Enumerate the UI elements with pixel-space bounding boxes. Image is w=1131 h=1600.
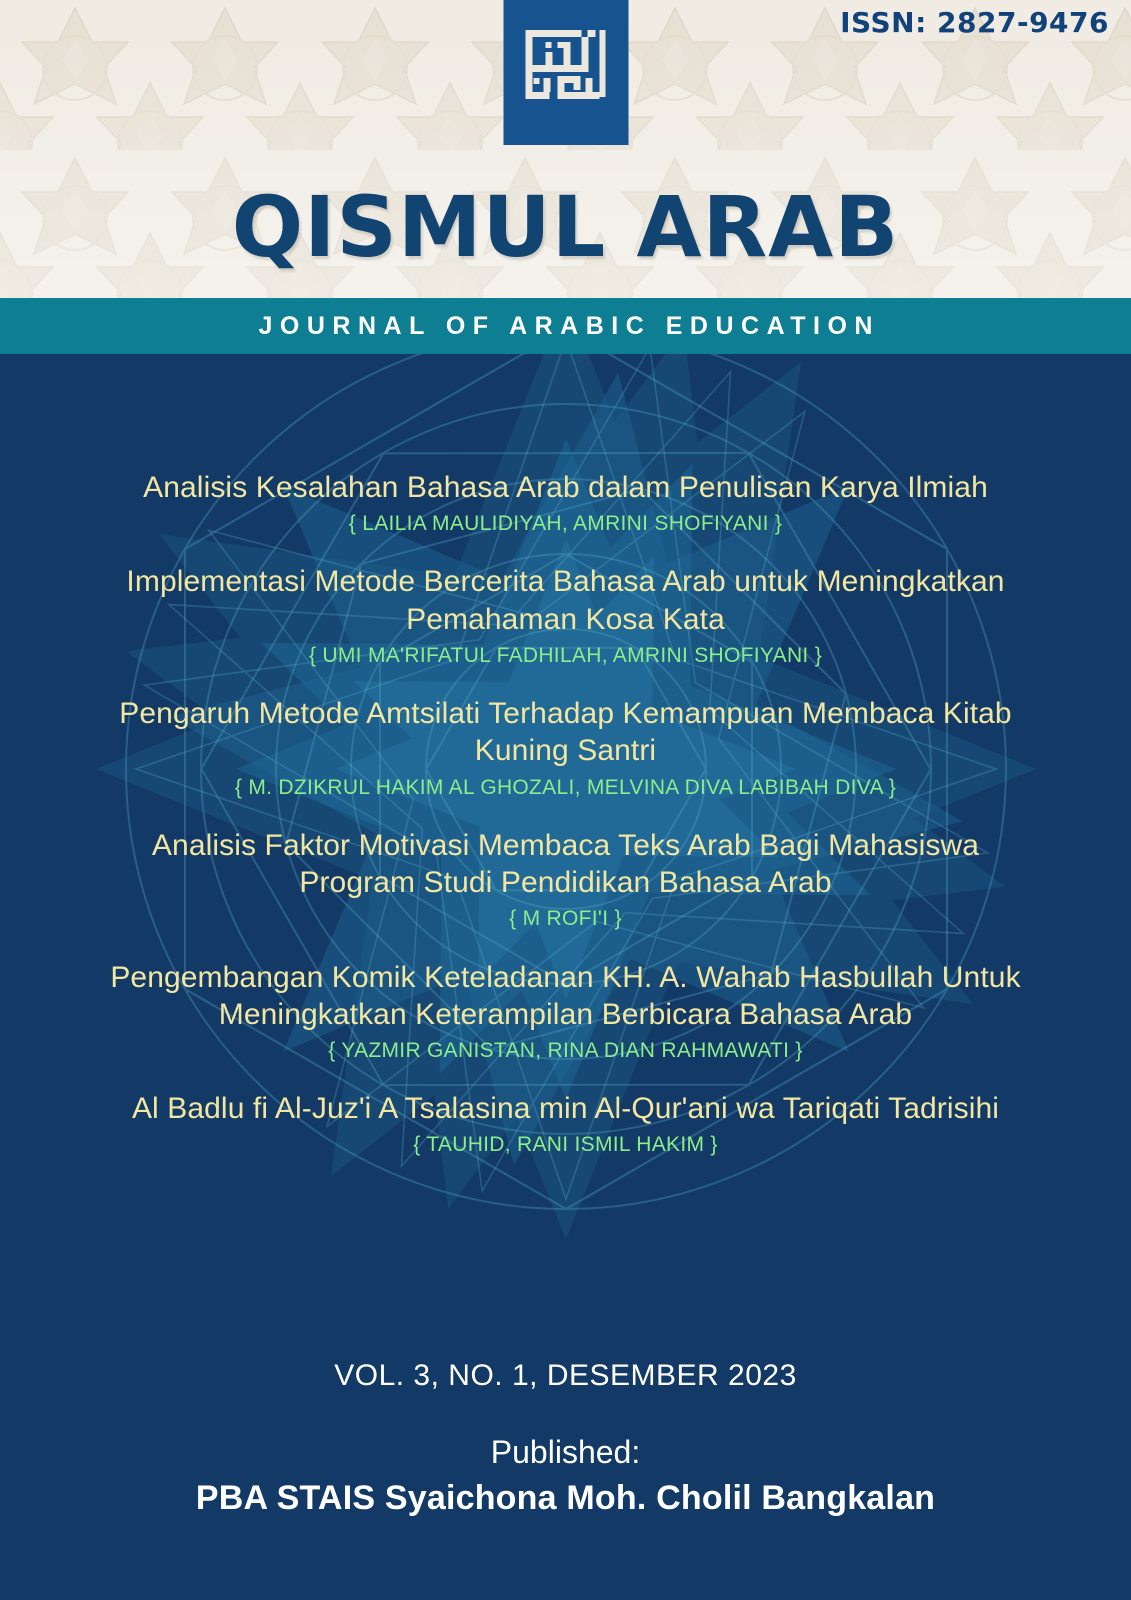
issn-label: ISSN: 2827-9476 [840,6,1109,39]
journal-logo [503,0,628,145]
article-authors: { M ROFI'I } [509,907,622,931]
article-title: Implementasi Metode Bercerita Bahasa Arab untuk Meningkatkan Pemahaman Kosa Kata [126,565,1005,636]
subtitle-text: JOURNAL OF ARABIC EDUCATION [258,311,880,340]
article-item [60,469,1071,537]
article-title: Pengembangan Komik Keteladanan KH. A. Wahab Hasbullah Untuk Meningkatkan Keterampilan Berbicara Bahasa Arab [110,960,1021,1031]
article-item [60,1090,1071,1158]
article-authors: { LAILIA MAULIDIYAH, AMRINI SHOFIYANI } [348,512,783,536]
page-title: QISMUL ARAB [231,178,900,276]
article-list [0,469,1131,1185]
article-title: Pengaruh Metode Amtsilati Terhadap Kemampuan Membaca Kitab Kuning Santri [119,697,1012,768]
publisher-block [0,1434,1131,1518]
article-title: Al Badlu fi Al-Juz'i A Tsalasina min Al-Qur'ani wa Tariqati Tadrisihi [131,1092,1000,1126]
article-title: Analisis Kesalahan Bahasa Arab dalam Penulisan Karya Ilmiah [143,471,988,504]
article-authors: { M. DZIKRUL HAKIM AL GHOZALI, MELVINA DIVA LABIBAH DIVA } [234,775,897,799]
kufic-calligraphy-icon [518,14,614,114]
article-title: Analisis Faktor Motivasi Membaca Teks Arab Bagi Mahasiswa Program Studi Pendidikan Bahasa Arab [151,828,980,900]
article-item [60,695,1071,801]
article-item [60,563,1071,669]
article-authors: { UMI MA'RIFATUL FADHILAH, AMRINI SHOFIYANI } [308,643,823,667]
cover-body [0,354,1131,1600]
published-label: Published: [490,1434,641,1470]
subtitle-bar [0,298,1131,354]
article-item [60,959,1071,1065]
volume-issue-date: VOL. 3, NO. 1, DESEMBER 2023 [334,1359,797,1392]
article-authors: { YAZMIR GANISTAN, RINA DIAN RAHMAWATI } [328,1038,803,1062]
article-item [60,827,1071,933]
article-authors: { TAUHID, RANI ISMIL HAKIM } [413,1133,718,1157]
publisher-name: PBA STAIS Syaichona Moh. Cholil Bangkalan [195,1479,936,1517]
